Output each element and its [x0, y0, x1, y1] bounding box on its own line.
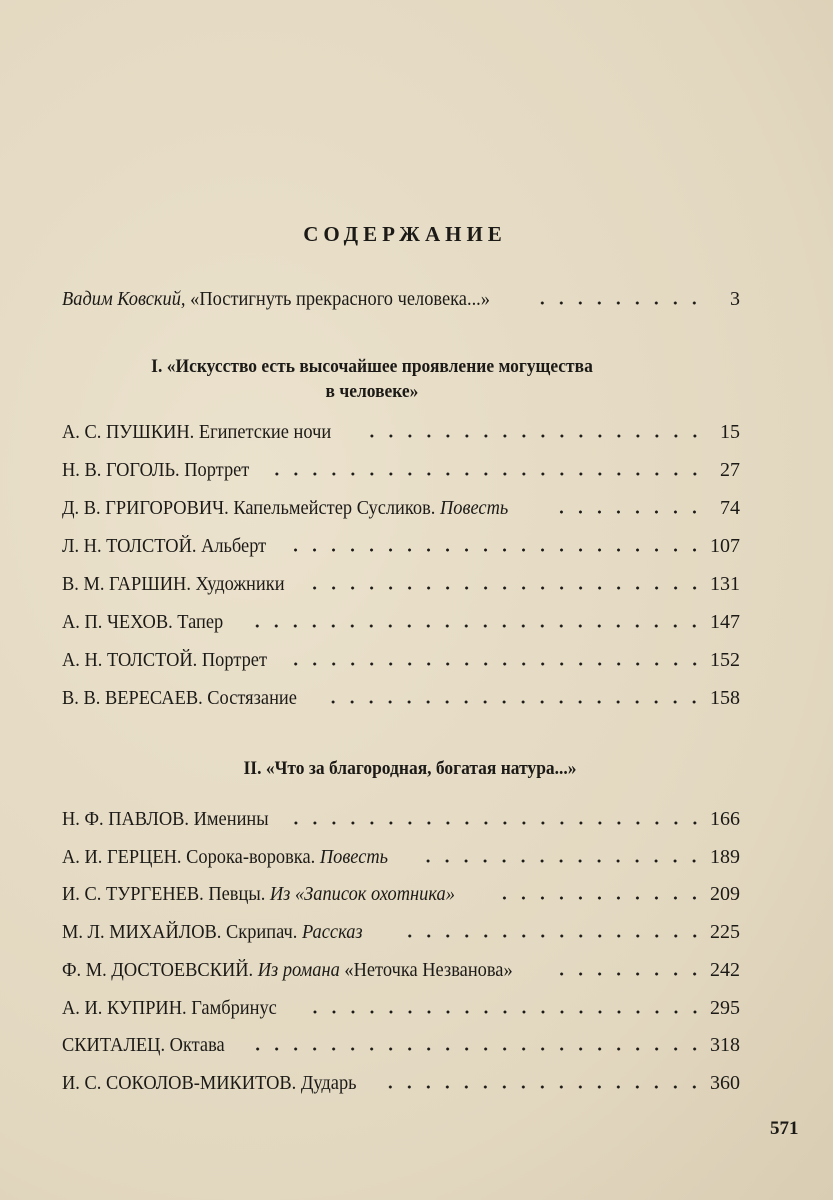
entry-title: Капельмейстер Сусликов.: [233, 497, 436, 519]
section-title-line: I. «Искусство есть высочайшее проявление могущества: [151, 356, 593, 377]
dot-leader: [422, 859, 704, 863]
entry-author: Н. Ф. ПАВЛОВ.: [62, 808, 190, 830]
dot-leader: [361, 434, 704, 438]
entry-author: И. С. ТУРГЕНЕВ.: [62, 883, 204, 906]
entry-page: 189: [710, 845, 740, 868]
entry-page: 158: [710, 687, 740, 709]
entry-extra: «Неточка Незванова»: [344, 958, 513, 981]
entry-title: Гамбринус: [191, 996, 277, 1019]
dot-leader: [533, 301, 704, 305]
dot-leader: [272, 472, 704, 476]
entry-note: Рассказ: [302, 921, 363, 944]
toc-entry: [62, 997, 740, 1023]
entry-page: 295: [710, 996, 740, 1019]
entry-author: Д. В. ГРИГОРОВИЧ.: [62, 497, 229, 519]
entry-title: Альберт: [201, 535, 267, 557]
toc-entry: [62, 1072, 740, 1098]
entry-note: Повесть: [440, 497, 509, 519]
dot-leader: [302, 1010, 704, 1014]
dot-leader: [245, 1047, 704, 1051]
toc-entry: [62, 497, 740, 523]
entry-author: А. Н. ТОЛСТОЙ.: [62, 649, 198, 671]
toc-entry-intro: [62, 288, 740, 314]
entry-title: Портрет: [201, 649, 267, 671]
entry-page: 107: [710, 535, 740, 557]
entry-page: 242: [710, 958, 740, 981]
entry-author: Л. Н. ТОЛСТОЙ.: [62, 535, 197, 557]
entry-page: 318: [710, 1034, 740, 1057]
entry-page: 209: [710, 883, 740, 906]
entry-page: 152: [710, 649, 740, 671]
entry-author: А. И. ГЕРЦЕН.: [62, 845, 182, 868]
entry-title: Египетские ночи: [198, 421, 332, 443]
toc-entry: [62, 959, 740, 985]
section-2-title: [171, 758, 649, 780]
entry-author: СКИТАЛЕЦ.: [62, 1034, 166, 1057]
entry-page: 225: [710, 921, 740, 944]
entry-note: Из «Записок охотника»: [269, 883, 455, 906]
toc-entry: [62, 573, 740, 599]
entry-page: 147: [710, 611, 740, 633]
entry-title: Состязание: [207, 687, 297, 709]
dot-leader: [293, 821, 704, 825]
entry-note: Повесть: [319, 845, 389, 868]
entry-author: И. С. СОКОЛОВ-МИКИТОВ.: [62, 1071, 297, 1094]
entry-title: Художники: [195, 573, 285, 595]
toc-entry: [62, 611, 740, 637]
section-title-line: II. «Что за благородная, богатая натура...»: [243, 758, 577, 779]
entry-page: 131: [710, 573, 740, 595]
toc-entry: [62, 1034, 740, 1060]
entry-title: Дударь: [300, 1071, 357, 1094]
entry-author: М. Л. МИХАЙЛОВ.: [62, 921, 222, 944]
toc-entry: [62, 846, 740, 872]
entry-title: «Постигнуть прекрасного человека...»: [190, 288, 490, 310]
entry-title: Тапер: [177, 611, 224, 633]
entry-author: Ф. М. ДОСТОЕВСКИЙ.: [62, 958, 254, 981]
entry-author: В. М. ГАРШИН.: [62, 573, 191, 595]
entry-author: Н. В. ГОГОЛЬ.: [62, 459, 180, 481]
entry-title: Скрипач.: [226, 921, 298, 944]
entry-title: Именины: [193, 808, 269, 830]
entry-page: 15: [720, 421, 740, 443]
toc-entry: [62, 649, 740, 675]
dot-leader: [310, 586, 704, 590]
entry-author: Вадим Ковский,: [62, 288, 186, 310]
toc-entry: [62, 421, 740, 447]
entry-title: Октава: [169, 1034, 225, 1057]
dot-leader: [395, 934, 704, 938]
dot-leader: [243, 624, 704, 628]
entry-author: А. С. ПУШКИН.: [62, 421, 195, 443]
contents-heading: СОДЕРЖАНИЕ: [303, 222, 507, 246]
toc-entry: [62, 687, 740, 713]
entry-author: В. В. ВЕРЕСАЕВ.: [62, 687, 203, 709]
dot-leader: [553, 510, 704, 514]
entry-author: А. П. ЧЕХОВ.: [62, 611, 173, 633]
entry-page: 27: [720, 459, 740, 481]
toc-entry: [62, 808, 740, 834]
toc-entry: [62, 921, 740, 947]
entry-page: 3: [730, 288, 740, 310]
section-1-title: [87, 356, 657, 403]
dot-leader: [558, 972, 704, 976]
dot-leader: [495, 896, 704, 900]
page-number: 571: [770, 1118, 799, 1139]
dot-leader: [291, 662, 704, 666]
entry-author: А. И. КУПРИН.: [62, 996, 187, 1019]
toc-entry: [62, 459, 740, 485]
entry-title: Портрет: [184, 459, 250, 481]
toc-entry: [62, 883, 740, 909]
entry-page: 166: [710, 808, 740, 830]
entry-page: 74: [720, 497, 740, 519]
entry-note: Из романа: [257, 958, 340, 981]
toc-entry: [62, 535, 740, 561]
section-title-line: в человеке»: [325, 381, 419, 402]
dot-leader: [323, 700, 704, 704]
dot-leader: [388, 1085, 704, 1089]
dot-leader: [290, 548, 704, 552]
entry-page: 360: [710, 1071, 740, 1094]
entry-title: Певцы.: [208, 883, 266, 906]
entry-title: Сорока-воровка.: [186, 845, 316, 868]
